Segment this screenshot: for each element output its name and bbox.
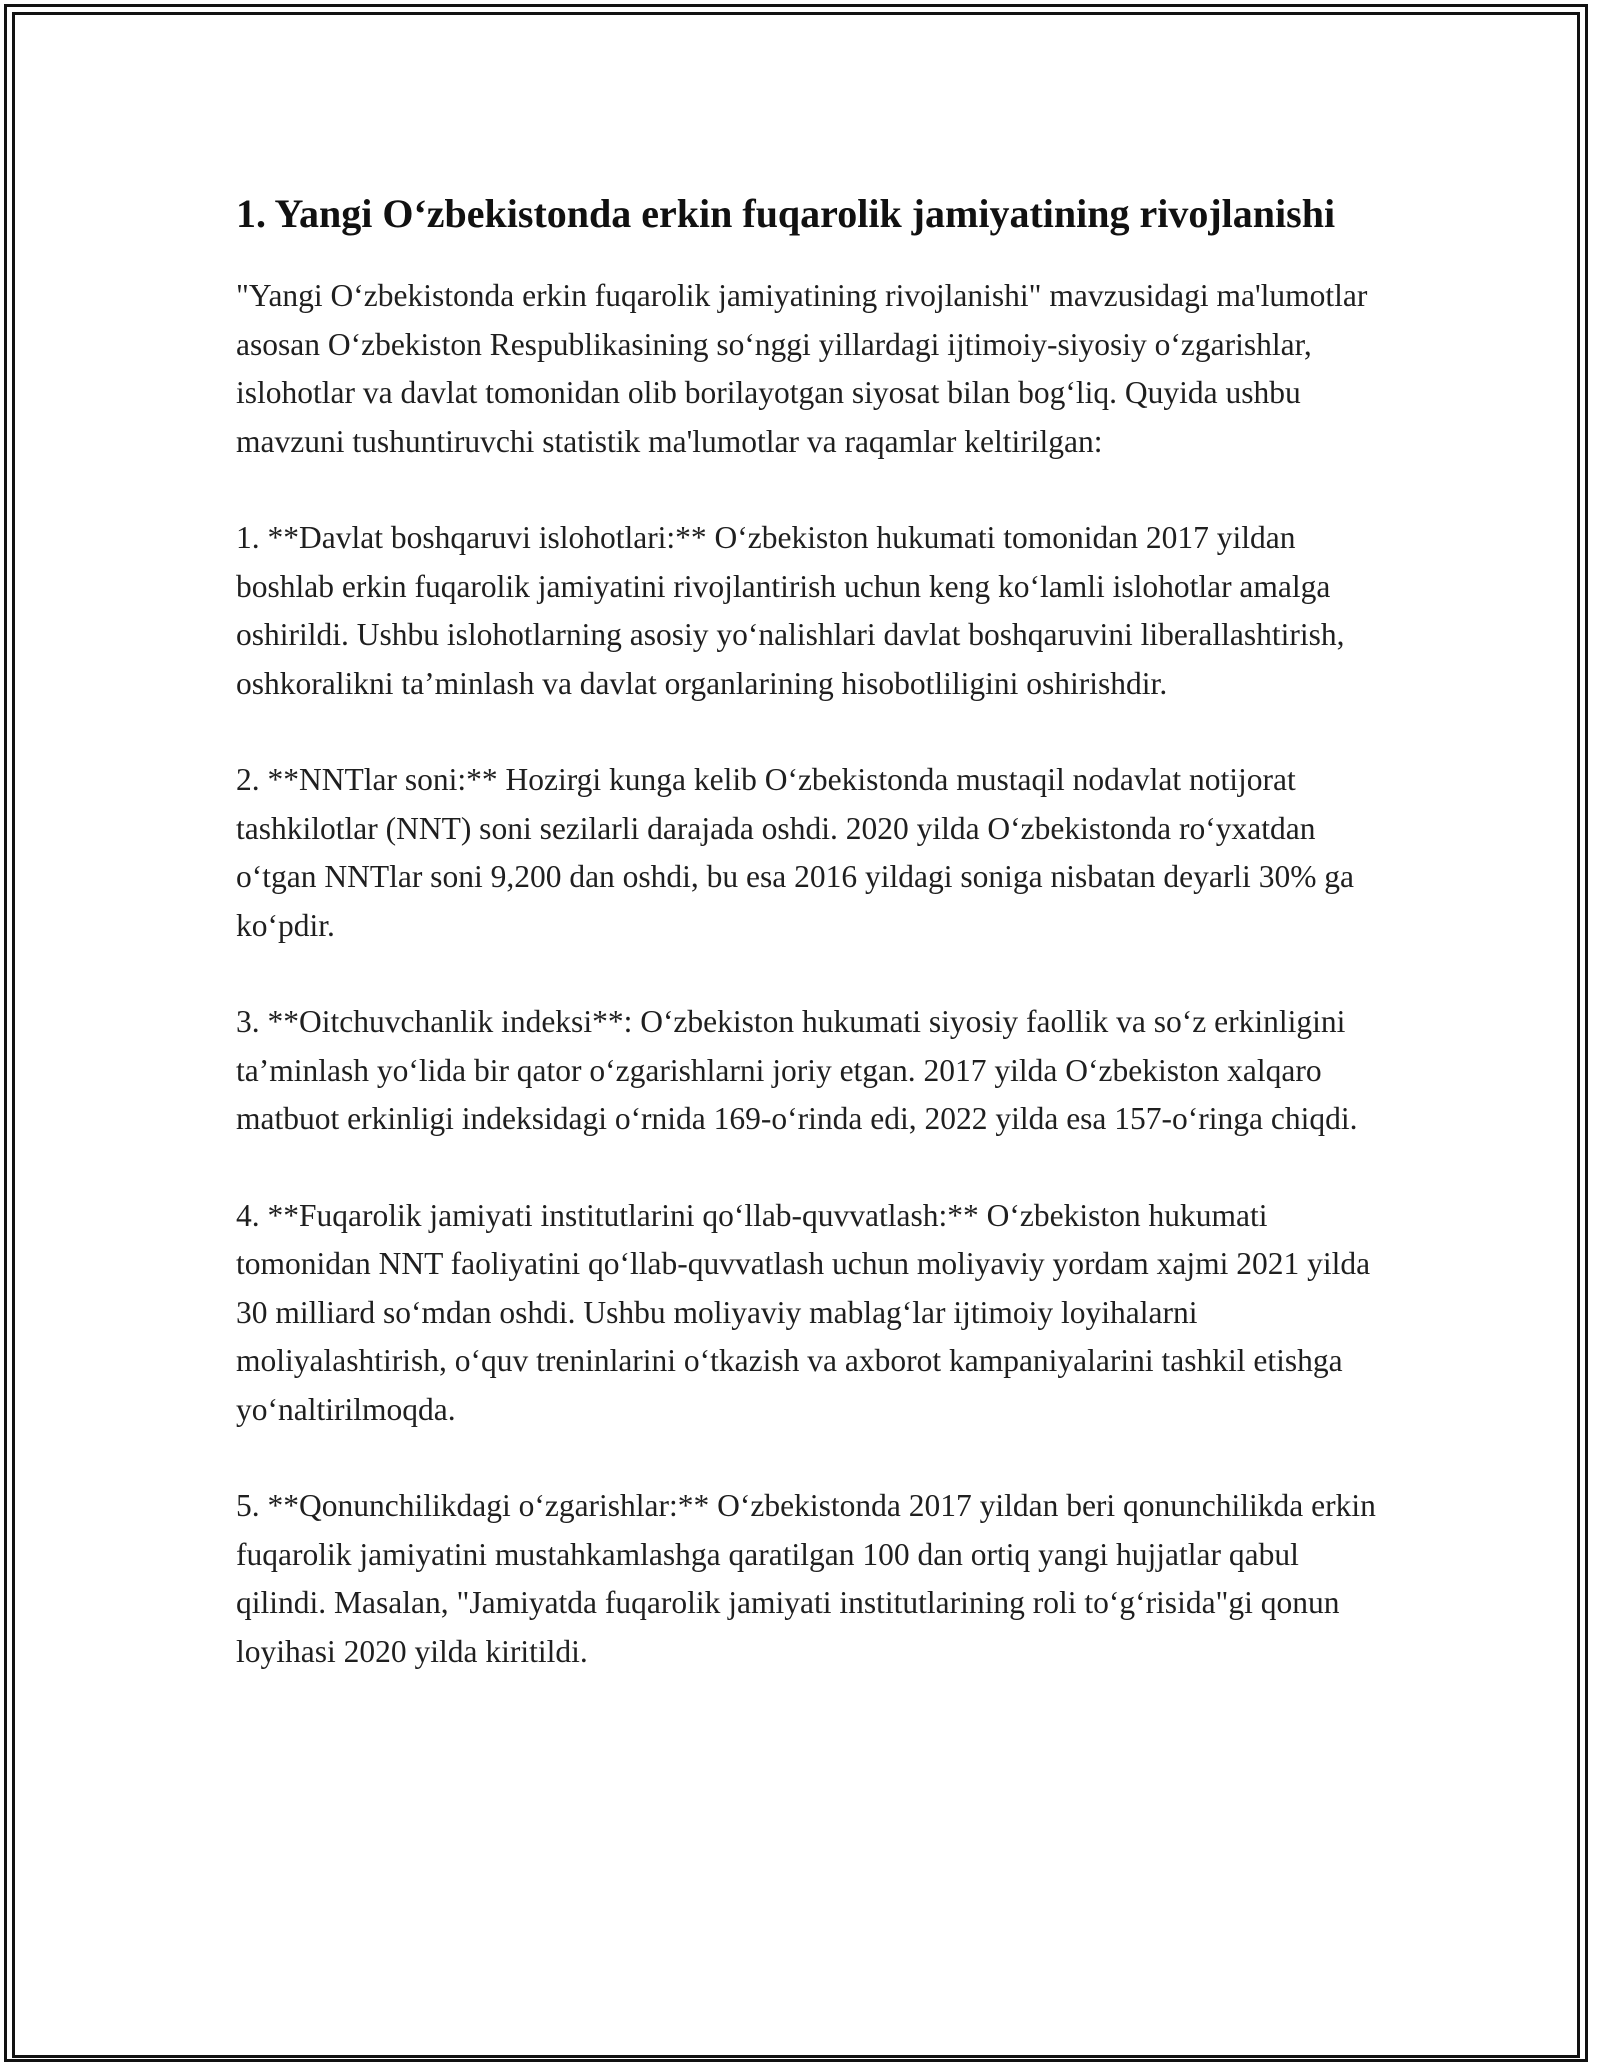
document-body [236,186,1386,1724]
document-title: 1. Yangi O‘zbekistonda erkin fuqarolik jamiyatining rivojlanishi [236,191,1336,236]
intro-paragraph: "Yangi O‘zbekistonda erkin fuqarolik jamiyatining rivojlanishi" mavzusidagi ma'lumotlar asosan O‘zbekiston Respublikasining so‘nggi yillardagi ijtimoiy-siyosiy o‘zgarishlar, islohotlar va davlat tomonidan olib borilayotgan siyosat bilan bog‘liq. Quyida ushbu mavzuni tushuntiruvchi statistik ma'lumotlar va raqamlar keltirilgan: [236,278,1368,459]
list-item: 3. **Oitchuvchanlik indeksi**: O‘zbekiston hukumati siyosiy faollik va so‘z erkinligini ta’minlash yo‘lida bir qator o‘zgarishlarni joriy etgan. 2017 yilda O‘zbekiston xalqaro matbuot erkinligi indeksidagi o‘rnida 169-o‘rinda edi, 2022 yilda esa 157-o‘ringa chiqdi. [236,1004,1358,1136]
list-item: 2. **NNTlar soni:** Hozirgi kunga kelib O‘zbekistonda mustaqil nodavlat notijorat tashkilotlar (NNT) soni sezilarli darajada oshdi. 2020 yilda O‘zbekistonda ro‘yxatdan o‘tgan NNTlar soni 9,200 dan oshdi, bu esa 2016 yildagi soniga nisbatan deyarli 30% ga ko‘pdir. [236,762,1355,943]
list-item: 5. **Qonunchilikdagi o‘zgarishlar:** O‘zbekistonda 2017 yildan beri qonunchilikda erkin fuqarolik jamiyatini mustahkamlashga qaratilgan 100 dan ortiq yangi hujjatlar qabul qilindi. Masalan, "Jamiyatda fuqarolik jamiyati institutlarining roli to‘g‘risida"gi qonun loyihasi 2020 yilda kiritildi. [236,1488,1376,1669]
list-item: 4. **Fuqarolik jamiyati institutlarini qo‘llab-quvvatlash:** O‘zbekiston hukumati tomonidan NNT faoliyatini qo‘llab-quvvatlash uchun moliyaviy yordam xajmi 2021 yilda 30 milliard so‘mdan oshdi. Ushbu moliyaviy mablag‘lar ijtimoiy loyihalarni moliyalashtirish, o‘quv treninlarini o‘tkazish va axborot kampaniyalarini tashkil etishga yo‘naltirilmoqda. [236,1197,1371,1427]
list-item: 1. **Davlat boshqaruvi islohotlari:** O‘zbekiston hukumati tomonidan 2017 yildan boshlab erkin fuqarolik jamiyatini rivojlantirish uchun keng ko‘lamli islohotlar amalga oshirildi. Ushbu islohotlarning asosiy yo‘nalishlari davlat boshqaruvini liberallashtirish, oshkoralikni ta’minlash va davlat organlarining hisobotliligini oshirishdir. [236,520,1345,701]
